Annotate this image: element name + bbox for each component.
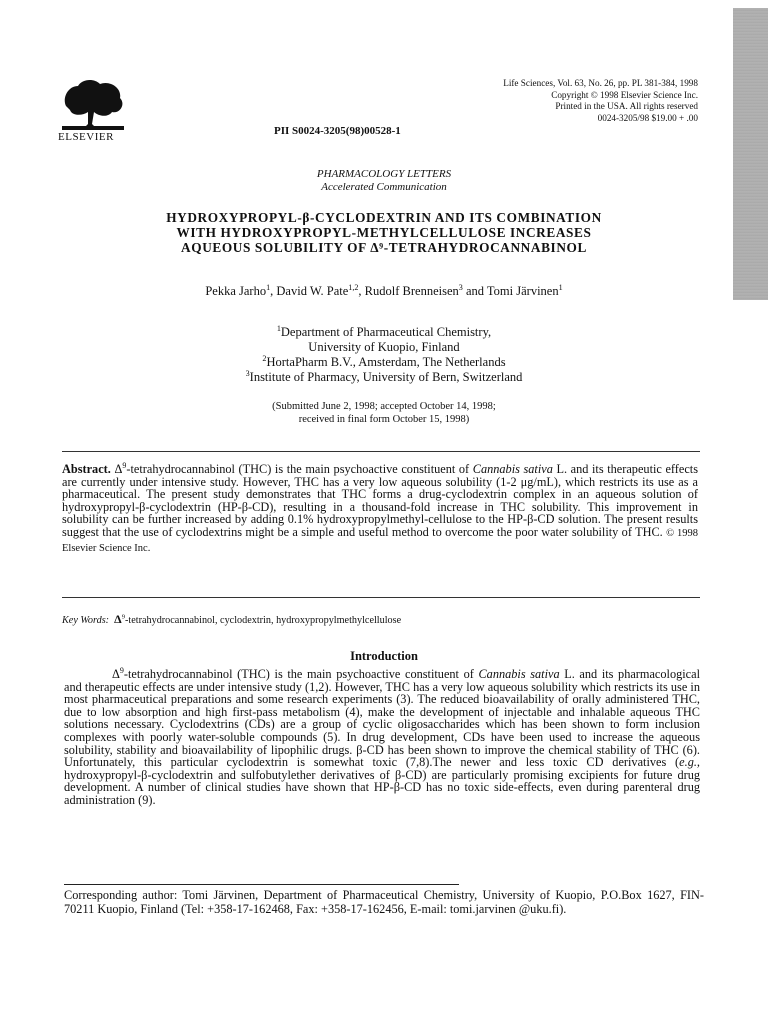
paper-title [0, 210, 768, 255]
author-name: Rudolf Brenneisen [364, 284, 459, 298]
affil-text: HortaPharm B.V., Amsterdam, The Netherlands [266, 355, 506, 369]
author-affil-mark: 1,2 [348, 282, 359, 292]
intro-text: L. and its pharmacological and therapeutic effects are under intensive study (1,2). However, THC has a very low aqueous solubility which restricts its use in most pharmaceutical preparations and some research experiments (3). The reduced bioavailability of orally administered THC, due to low absorption and high first-pass metabolism (4), make the development of injectable and inhalable aqueous THC solutions necessary. Cyclodextrins (CDs) are a group of cyclic oligosaccharides which has been shown to form inclusion complexes with poorly water-soluble compounds (5). In drug development, CDs have been used to increase the aqueous solubility, stability and bioavailability of lipophilic drugs. β-CD has been shown to improve the chemical stability of THC (6). Unfortunately, this particular cyclodextrin is somewhat toxic (7,8).The newer and less toxic CD derivatives ( [64, 667, 700, 770]
affil-mark: 3 [245, 368, 250, 378]
journal-line: 0024-3205/98 $19.00 + .00 [597, 112, 698, 123]
divider-rule [62, 597, 700, 598]
author-list [0, 284, 768, 299]
affil-mark: 1 [276, 323, 281, 333]
species-name: Cannabis sativa [478, 667, 560, 681]
section-subname: Accelerated Communication [321, 181, 447, 193]
delta-symbol: Δ [112, 667, 120, 681]
affiliation-line [0, 325, 768, 340]
affiliation-line [0, 340, 768, 355]
author-separator: , [270, 284, 277, 298]
affil-text: Institute of Pharmacy, University of Bern, Switzerland [249, 370, 523, 384]
divider-rule [62, 451, 700, 452]
scan-edge-strip [733, 8, 768, 300]
dates-line: (Submitted June 2, 1998; accepted October 14, 1998; [272, 401, 496, 412]
author-separator: , [358, 284, 365, 298]
affiliation-line [0, 355, 768, 370]
superscript: 9 [121, 613, 126, 621]
affil-text: Department of Pharmaceutical Chemistry, [280, 325, 492, 339]
submission-dates [0, 400, 768, 426]
introduction-paragraph [64, 665, 700, 807]
section-name: PHARMACOLOGY LETTERS [316, 168, 452, 180]
intro-text: hydroxypropyl-β-cyclodextrin and sulfobutylether derivatives of β-CD) are particularly promising excipients for future drug development. A number of clinical studies have shown that HP-β-CD has no toxic side-effects, even during parenteral drug administration (9). [64, 767, 700, 807]
delta-symbol: Δ [114, 612, 122, 626]
superscript: 9 [119, 665, 124, 675]
species-name: Cannabis sativa [472, 462, 553, 476]
journal-line: Copyright © 1998 Elsevier Science Inc. [551, 89, 698, 100]
pii-identifier: PII S0024-3205(98)00528-1 [274, 125, 401, 137]
title-line: HYDROXYPROPYL-β-CYCLODEXTRIN AND ITS COMBINATION [166, 210, 602, 225]
title-line: WITH HYDROXYPROPYL-METHYLCELLULOSE INCREASES [176, 225, 592, 240]
author-affil-mark: 3 [458, 282, 463, 292]
footnote-rule [64, 884, 459, 885]
keywords-text: -tetrahydrocannabinol, cyclodextrin, hydroxypropylmethylcellulose [125, 615, 402, 626]
author-affil-mark: 1 [558, 282, 563, 292]
copyright-notice: © 1998 Elsevier Science Inc. [62, 527, 698, 554]
abstract-text: L. and its therapeutic effects are currently under intensive study. However, THC has a very low aqueous solubility (1-2 μg/mL), which restricts its use as a pharmaceutical. The present study demonstrates that THC forms a drug-cyclodextrin complex in an aqueous solution of hydroxypropyl-β-cyclodextrin (HP-β-CD), resulting in a thousand-fold increase in THC solubility. This improvement in solubility can be further increased by adding 0.1% hydroxypropylmethyl-cellulose to the HP-β-CD solution. The present results suggest that the use of cyclodextrins might be a simple and useful method to overcome the poor water solubility of THC. [62, 462, 699, 539]
author-name: Pekka Jarho [205, 284, 267, 298]
elsevier-tree-logo [58, 76, 128, 132]
dates-line: received in final form October 15, 1998) [298, 414, 470, 425]
affiliation-line [0, 370, 768, 385]
keywords [62, 612, 702, 627]
publisher-name: ELSEVIER [58, 131, 114, 143]
affil-mark: 2 [262, 353, 267, 363]
section-label [0, 168, 768, 194]
delta-symbol: Δ [114, 462, 123, 476]
abstract-text: -tetrahydrocannabinol (THC) is the main psychoactive constituent of [126, 462, 473, 476]
author-name: Tomi Järvinen [486, 284, 559, 298]
journal-citation [503, 78, 698, 124]
title-line: AQUEOUS SOLUBILITY OF Δ⁹-TETRAHYDROCANNABINOL [181, 240, 587, 255]
author-affil-mark: 1 [266, 282, 271, 292]
journal-line: Printed in the USA. All rights reserved [555, 101, 698, 111]
affiliations [0, 325, 768, 385]
affil-text: University of Kuopio, Finland [308, 340, 460, 354]
superscript: 9 [122, 460, 127, 470]
abstract-label: Abstract. [62, 462, 111, 476]
author-name: David W. Pate [276, 284, 349, 298]
intro-text: -tetrahydrocannabinol (THC) is the main psychoactive constituent of [123, 667, 479, 681]
journal-line: Life Sciences, Vol. 63, No. 26, pp. PL 381-384, 1998 [503, 78, 698, 88]
section-heading-introduction: Introduction [350, 649, 418, 663]
abbreviation: e.g., [679, 755, 700, 770]
abstract-paragraph [62, 460, 699, 555]
keywords-label: Key Words: [62, 615, 110, 626]
corresponding-author-footnote: Corresponding author: Tomi Järvinen, Department of Pharmaceutical Chemistry, University of Kuopio, P.O.Box 1627, FIN-70211 Kuopio, Finland (Tel: +358-17-162468, Fax: +358-17-162456, E-mail: tomi.jarvinen @uku.fi). [64, 888, 704, 916]
author-separator: and [462, 284, 487, 298]
